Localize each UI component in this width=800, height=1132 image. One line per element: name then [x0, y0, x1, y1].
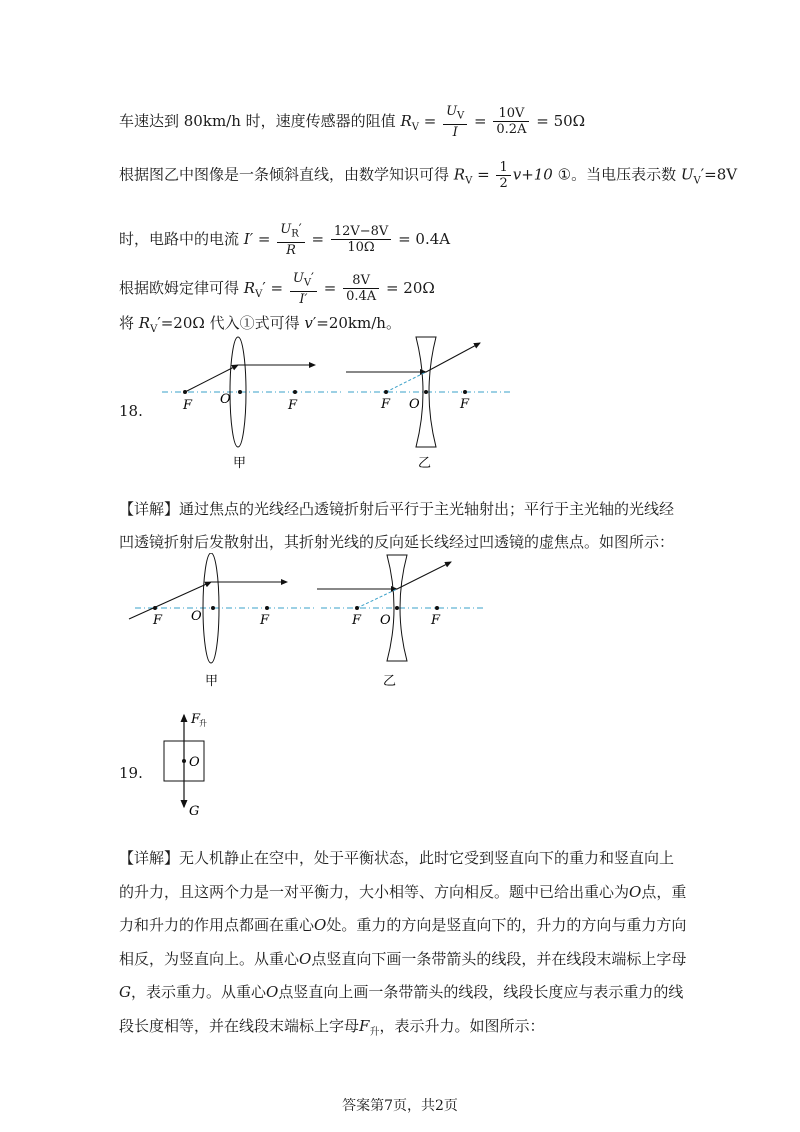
fraction: $\frac{U_V'}{I'}$ [290, 271, 317, 307]
optical-center [211, 606, 215, 610]
focal-point [384, 390, 388, 394]
extension-line [386, 372, 426, 392]
focal-point [435, 606, 439, 610]
text: 根据图乙中图像是一条倾斜直线，由数学知识可得 [119, 165, 450, 184]
var: R [400, 111, 412, 130]
label-F: F [153, 613, 163, 628]
label-jia: 甲 [205, 674, 219, 689]
focal-point [463, 390, 467, 394]
expr: v+10 [512, 165, 553, 184]
sub: V [411, 121, 419, 133]
fraction: $\frac{1}{2}$ [496, 160, 510, 191]
focal-point [355, 606, 359, 610]
label-F: F [352, 613, 362, 628]
solution-line-2: 根据图乙中图像是一条倾斜直线，由数学知识可得 $R_V$ = $\frac{1}{2}$ v+10 ①。当电压表示数 $U_V'=8V$ [119, 160, 738, 191]
fraction: $\frac{10V}{0.2A}$ [493, 106, 529, 137]
label-yi: 乙 [383, 674, 397, 689]
optical-center [424, 390, 428, 394]
label-G: G [189, 804, 200, 819]
force-diagram [155, 705, 235, 820]
fraction: $\frac{U_R'}{R}$ [277, 222, 304, 258]
result: 50Ω [553, 111, 586, 130]
label-F: F [191, 712, 201, 727]
label-F: F [431, 613, 441, 628]
fraction: $\frac{12V-8V}{10\Omega}$ [331, 224, 391, 255]
text: 根据欧姆定律可得 [119, 278, 240, 297]
solution-line-3: 时，电路中的电流 I′ = $\frac{U_R'}{R}$ = $\frac{12V-8V}{10\Omega}$ = 0.4A [119, 222, 451, 258]
lens-diagram-1 [150, 335, 530, 475]
label-O: O [191, 609, 202, 624]
solution-line-5: 将 $R_V'=20\Omega$ 代入①式可得 v′=20km/h。 [119, 314, 401, 335]
label-F: F [381, 397, 391, 412]
question-number-19: 19. [119, 764, 143, 782]
fraction: $\frac{8V}{0.4A}$ [343, 273, 379, 304]
refracted-ray [397, 562, 451, 589]
extension-line [357, 589, 397, 608]
label-F: F [288, 398, 298, 413]
focal-point [183, 390, 187, 394]
label-O: O [409, 397, 420, 412]
explanation-text: 通过焦点的光线经凸透镜折射后平行于主光轴射出；平行于主光轴的光线经凹透镜折射后发散射出，其折射光线的反向延长线经过凹透镜的虚焦点。如图所示： [119, 500, 675, 551]
focal-point [293, 390, 297, 394]
label-F: F [460, 397, 470, 412]
label-O: O [189, 755, 200, 770]
label-O: O [220, 392, 231, 407]
solution-line-1: 车速达到 80km/h 时，速度传感器的阻值 $R_V$ = $\frac{U_V}{I}$ = $\frac{10V}{0.2A}$ = 50Ω [119, 104, 586, 140]
explanation-tag: 【详解】 [119, 849, 180, 867]
text: 车速达到 80km/h 时，速度传感器的阻值 [119, 111, 396, 130]
fraction: $\frac{U_V}{I}$ [443, 104, 467, 140]
optical-center [238, 390, 242, 394]
lens-diagram-2 [125, 553, 505, 693]
result: 0.4A [415, 229, 451, 248]
optical-center [395, 606, 399, 610]
solution-line-4: 根据欧姆定律可得 $R_V'$ = $\frac{U_V'}{I'}$ = $\frac{8V}{0.4A}$ = 20Ω [119, 271, 435, 307]
circle-number: ① [557, 165, 572, 184]
text: 。当电压表示数 [571, 165, 677, 184]
label-yi: 乙 [418, 456, 432, 471]
question-number-18: 18. [119, 402, 143, 420]
focal-point [265, 606, 269, 610]
center-of-gravity [182, 759, 186, 763]
label-F: F [260, 613, 270, 628]
label-O: O [380, 613, 391, 628]
explanation-tag: 【详解】 [119, 500, 180, 518]
label-F-sub: 升 [199, 719, 207, 728]
text: 时，电路中的电流 [119, 229, 240, 248]
label-jia: 甲 [233, 456, 247, 471]
page-footer: 答案第7页，共2页 [342, 1098, 458, 1114]
explanation-18 [119, 493, 689, 559]
label-F: F [183, 398, 193, 413]
explanation-19: 【详解】无人机静止在空中，处于平衡状态，此时它受到竖直向下的重力和竖直向上的升力，且这两个力是一对平衡力，大小相等、方向相反。题中已给出重心为O点，重力和升力的作用点都画在重心O处。重力的方向是竖直向下的，升力的方向与重力方向相反，为竖直向上。从重心O点竖直向下画一条带箭头的线段，并在线段末端标上字母G，表示重力。从重心O点竖直向上画一条带箭头的线段，线段长度应与表示重力的线段长度相等，并在线段末端标上字母$F_升$，表示升力。如图所示： [119, 849, 687, 1038]
focal-point [153, 606, 157, 610]
result: 20Ω [403, 278, 435, 297]
